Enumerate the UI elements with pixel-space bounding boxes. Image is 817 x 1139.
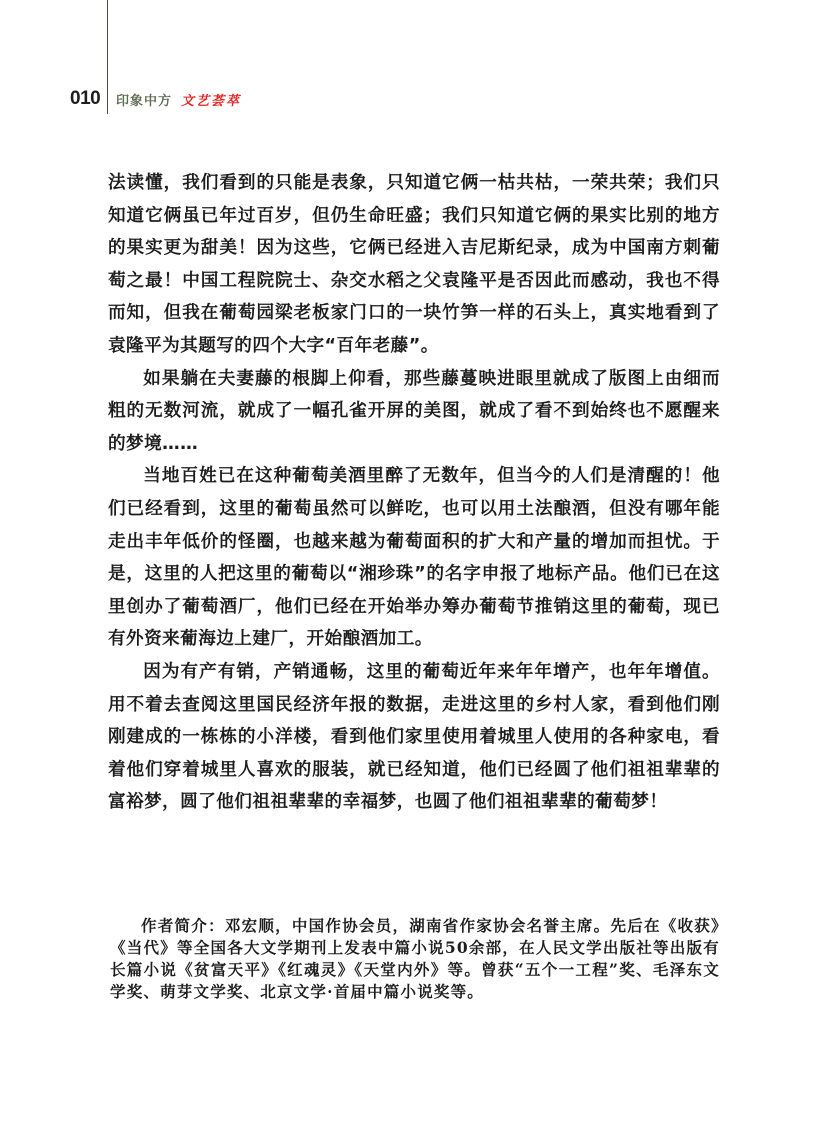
author-bio: 作者简介：邓宏顺，中国作协会员，湖南省作家协会名誉主席。先后在《收获》《当代》等全国各大文学期刊上发表中篇小说50余部，在人民文学出版社等出版有长篇小说《贫富天平》《红魂灵》《天堂内外》等。曾获“五个一工程”奖、毛泽东文学奖、萌芽文学奖、北京文学·首届中篇小说奖等。: [110, 916, 720, 1001]
column-name: 文艺荟萃: [181, 93, 242, 109]
article-body: [108, 167, 720, 819]
section-name: 印象中方: [116, 93, 173, 109]
paragraph: 当地百姓已在这种葡萄美酒里醉了无数年，但当今的人们是清醒的！他们已经看到，这里的葡萄虽然可以鲜吃，也可以用土法酿酒，但没有哪年能走出丰年低价的怪圈，也越来越为葡萄面积的扩大和产量的增加而担忧。于是，这里的人把这里的葡萄以“湘珍珠”的名字申报了地标产品。他们已在这里创办了葡萄酒厂，他们已经在开始举办筹办葡萄节推销这里的葡萄，现已有外资来葡海边上建厂，开始酿酒加工。: [108, 466, 720, 650]
paragraph: 因为有产有销，产销通畅，这里的葡萄近年来年年增产，也年年增值。用不着去查阅这里国民经济年报的数据，走进这里的乡村人家，看到他们刚刚建成的一栋栋的小洋楼，看到他们家里使用着城里人使用的各种家电，看着他们穿着城里人喜欢的服装，就已经知道，他们已经圆了他们祖祖辈辈的富裕梦，圆了他们祖祖辈辈的幸福梦，也圆了他们祖祖辈辈的葡萄梦！: [108, 661, 720, 813]
page-header: [70, 86, 241, 112]
paragraph: 如果躺在夫妻藤的根脚上仰看，那些藤蔓映进眼里就成了版图上由细而粗的无数河流，就成了一幅孔雀开屏的美图，就成了看不到始终也不愿醒来的梦境……: [108, 368, 720, 454]
page-number: 010: [70, 88, 101, 109]
paragraph: 法读懂，我们看到的只能是表象，只知道它俩一枯共枯，一荣共荣；我们只知道它俩虽已年过百岁，但仍生命旺盛；我们只知道它俩的果实比别的地方的果实更为甜美！因为这些，它俩已经进入吉尼斯纪录，成为中国南方刺葡萄之最！中国工程院院士、杂交水稻之父袁隆平是否因此而感动，我也不得而知，但我在葡萄园梁老板家门口的一块竹笋一样的石头上，真实地看到了袁隆平为其题写的四个大字“百年老藤”。: [108, 173, 720, 356]
